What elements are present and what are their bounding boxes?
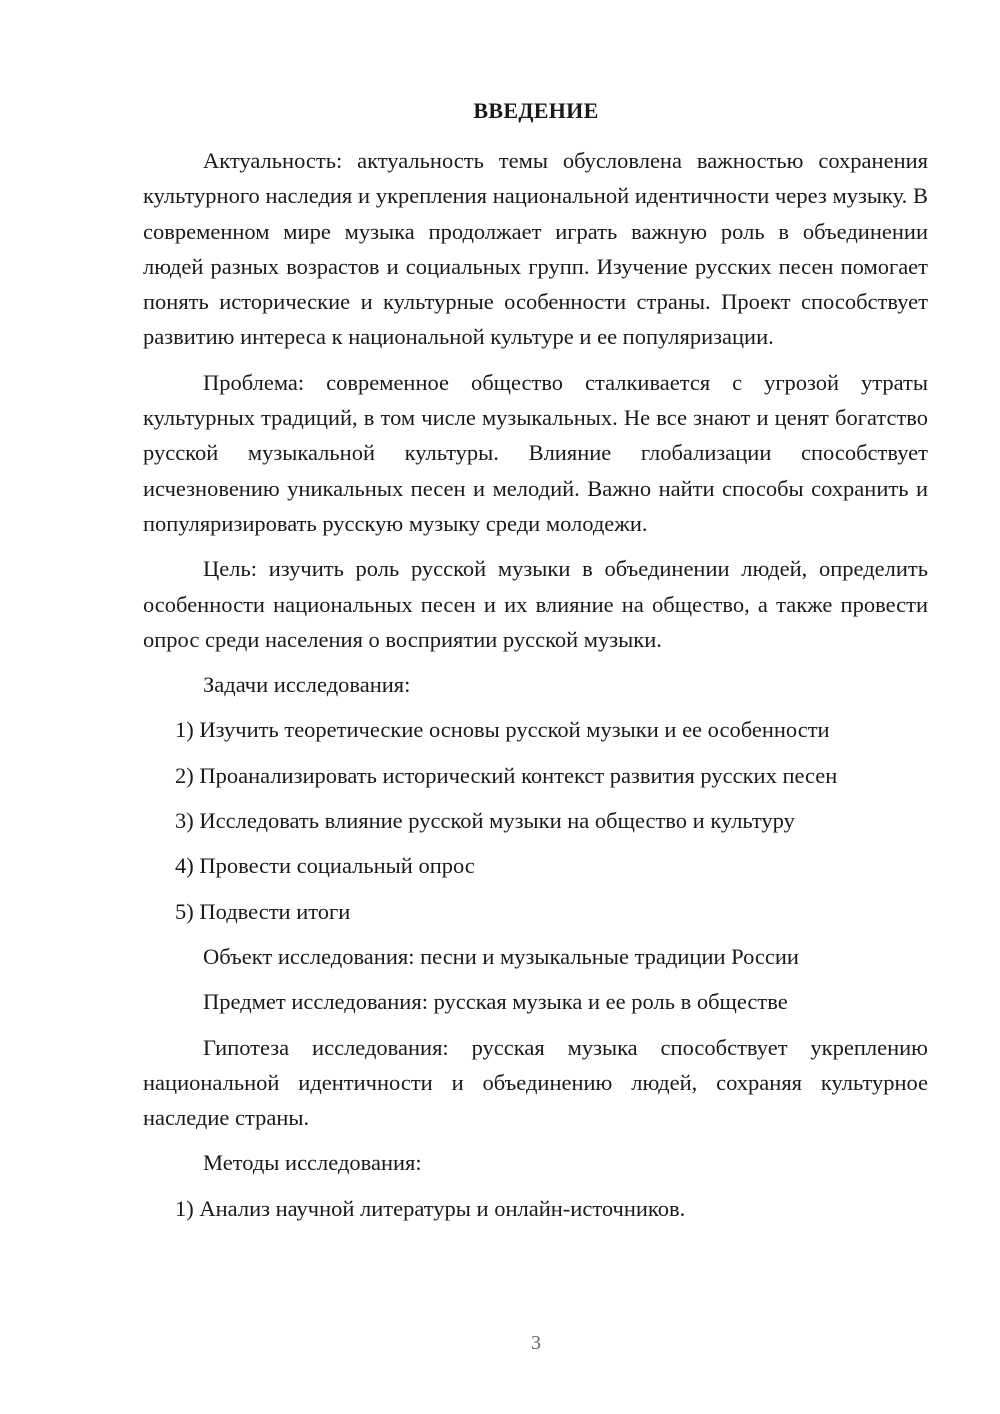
list-item: 1) Изучить теоретические основы русской музыки и ее особенности [175,717,830,743]
list-item: 3) Исследовать влияние русской музыки на общество и культуру [175,808,795,834]
relevance-paragraph: Актуальность: актуальность темы обусловлена важностью сохранения культурного наследия и укрепления национальной идентичности через музыку. В современном мире музыка продолжает играть важную роль в объединении людей разных возрастов и социальных групп. Изучение русских песен помогает понять исторические и культурные особенности страны. Проект способствует развитию интереса к национальной культуре и ее популяризации. [143,148,928,350]
methods-heading: Методы исследования: [203,1150,422,1176]
page-title: ВВЕДЕНИЕ [473,98,599,123]
hypothesis-paragraph: Гипотеза исследования: русская музыка способствует укреплению национальной идентичности и объединению людей, сохраняя культурное наследие страны. [143,1034,928,1131]
subject-paragraph: Предмет исследования: русская музыка и ее роль в обществе [203,989,788,1015]
methods-list [143,1191,928,1226]
list-item: 5) Подвести итоги [175,898,351,924]
tasks-list [143,712,928,928]
goal-paragraph: Цель: изучить роль русской музыки в объединении людей, определить особенности национальных песен и их влияние на общество, а также провести опрос среди населения о восприятии русской музыки. [143,556,928,652]
tasks-heading: Задачи исследования: [203,672,411,698]
list-item: 2) Проанализировать исторический контекст развития русских песен [175,762,838,788]
list-item: 1) Анализ научной литературы и онлайн-источников. [175,1195,686,1221]
list-item: 4) Провести социальный опрос [175,853,475,879]
object-paragraph: Объект исследования: песни и музыкальные традиции России [203,943,799,969]
page-number: 3 [531,1332,541,1354]
document-body [143,143,928,1236]
problem-paragraph: Проблема: современное общество сталкивается с угрозой утраты культурных традиций, в том числе музыкальных. Не все знают и ценят богатство русской музыкальной культуры. Влияние глобализации способствует исчезновению уникальных песен и мелодий. Важно найти способы сохранить и популяризировать русскую музыку среди молодежи. [143,369,928,536]
